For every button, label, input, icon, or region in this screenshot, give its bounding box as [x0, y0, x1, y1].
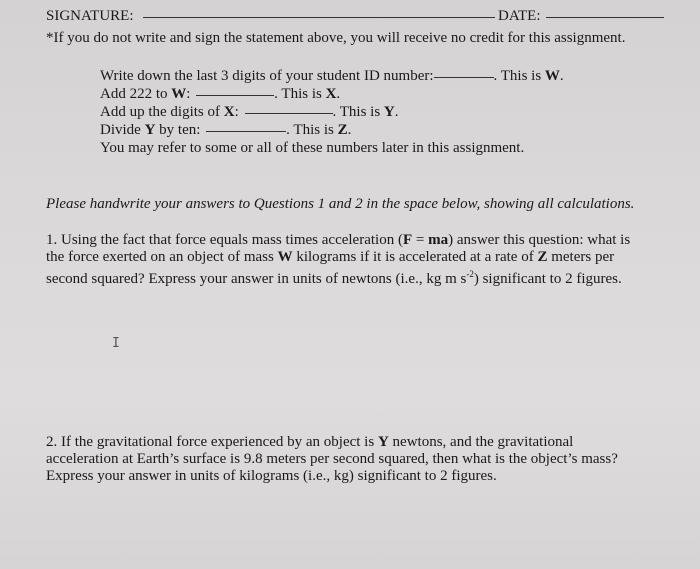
q2-l1-c: newtons, and the gravitational [388, 434, 574, 450]
q1-l2-c: kilograms if it is accelerated at a rate of [292, 249, 538, 265]
step-y [100, 103, 564, 121]
date-label: DATE: [498, 8, 541, 24]
q1-var-f: F [402, 232, 413, 248]
q1-l2-a: the force exerted on an object of mass [46, 249, 278, 265]
q1-var-ma: ma [428, 232, 449, 248]
signature-field[interactable] [143, 16, 495, 18]
step-z [100, 121, 564, 139]
q2-line-3: Express your answer in units of kilograms (i.e., kg) significant to 2 figures. [46, 468, 497, 484]
question-2 [46, 434, 618, 485]
signature-label: SIGNATURE: [46, 8, 134, 24]
step-x-prompt-var: W [171, 86, 187, 102]
q1-var-z: Z [537, 249, 548, 265]
q2-var-y: Y [377, 434, 389, 450]
var-w: W [544, 68, 560, 84]
credit-notice: *If you do not write and sign the statement above, you will receive no credit for this assignment. [46, 30, 626, 46]
step-w [100, 67, 564, 85]
var-z: Z [337, 122, 348, 138]
id-steps [100, 67, 564, 157]
step-z-prompt-rest: by ten: [155, 122, 201, 138]
date-field[interactable] [546, 16, 664, 18]
q1-var-w: W [277, 249, 293, 265]
step-x-prompt: Add 222 to [100, 86, 172, 102]
q1-answer-area[interactable] [44, 290, 664, 420]
q1-line-1 [46, 232, 630, 249]
step-x-tail: . This is [274, 86, 326, 102]
signature-row [46, 8, 495, 25]
x-answer-blank[interactable] [196, 94, 274, 96]
var-x: X [325, 86, 337, 102]
y-answer-blank[interactable] [245, 112, 333, 114]
var-y: Y [383, 104, 395, 120]
step-x-colon: : [186, 86, 191, 102]
step-w-prompt: Write down the last 3 digits of your student ID number: [100, 68, 434, 84]
refer-note: You may refer to some or all of these numbers later in this assignment. [100, 140, 525, 156]
q1-line-3 [46, 266, 630, 288]
step-z-prompt: Divide [100, 122, 145, 138]
step-y-prompt-var: X [223, 104, 235, 120]
question-1 [46, 232, 630, 288]
q2-line-1 [46, 434, 618, 451]
z-answer-blank[interactable] [206, 130, 286, 132]
step-z-end: . [347, 122, 352, 138]
text-cursor-icon: I [112, 336, 120, 351]
q1-l2-e: meters per [547, 249, 615, 265]
q1-l1-e: ) answer this question: what is [448, 232, 631, 248]
q2-line-2: acceleration at Earth’s surface is 9.8 meters per second squared, then what is the object’s mass? [46, 451, 618, 467]
step-x [100, 85, 564, 103]
q1-l3-a: second squared? Express your answer in units of newtons (i.e., kg m s [46, 271, 467, 287]
step-z-prompt-var: Y [144, 122, 156, 138]
q1-l1-c: = [412, 232, 429, 248]
w-answer-blank[interactable] [434, 76, 494, 78]
step-y-end: . [394, 104, 399, 120]
step-x-end: . [336, 86, 341, 102]
step-y-tail: . This is [332, 104, 384, 120]
step-y-colon: : [234, 104, 239, 120]
q2-l1-a: 2. If the gravitational force experienced by an object is [46, 434, 378, 450]
step-w-tail: . This is [493, 68, 545, 84]
step-y-prompt: Add up the digits of [100, 104, 224, 120]
q1-l3-b: ) significant to 2 figures. [473, 271, 622, 287]
q1-l1-a: 1. Using the fact that force equals mass times acceleration ( [46, 232, 403, 248]
step-z-tail: . This is [286, 122, 338, 138]
date-row [498, 8, 664, 25]
handwrite-instructions: Please handwrite your answers to Questions 1 and 2 in the space below, showing all calculations. [46, 196, 635, 212]
q1-exponent: -2 [466, 269, 474, 279]
q1-line-2 [46, 249, 630, 266]
step-w-end: . [559, 68, 564, 84]
q2-answer-area[interactable] [44, 490, 664, 560]
